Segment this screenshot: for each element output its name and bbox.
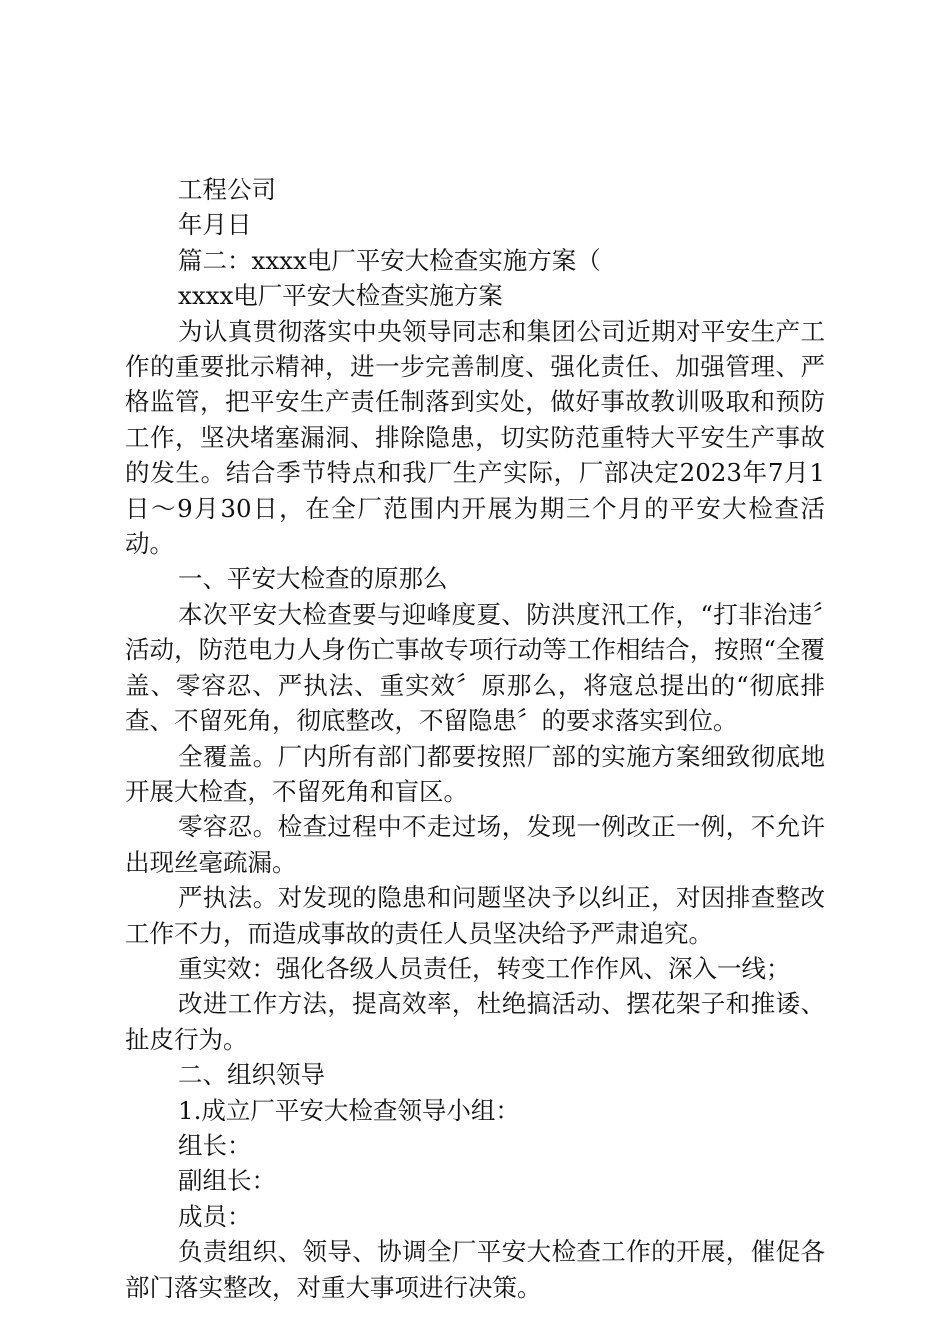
principle-zero-tolerance: 零容忍。检查过程中不走过场，发现一例改正一例，不允许出现丝毫疏漏。 <box>125 812 825 877</box>
principles-paragraph: 本次平安大检查要与迎峰度夏、防洪度汛工作，“打非治违〞活动，防范电力人身伤亡事故专项行动等工作相结合，按照“全覆盖、零容忍、严执法、重实效〞原那么，将寇总提出的“彻底排查、不留死角，彻底整改，不留隐患〞的要求落实到位。 <box>125 599 825 736</box>
role-deputy-leader: 副组长： <box>178 1166 276 1196</box>
section-heading: 篇二：xxxx电厂平安大检查实施方案（ <box>178 245 601 275</box>
item-leading-group: 1.成立厂平安大检查领导小组： <box>178 1095 520 1125</box>
role-leader: 组长： <box>178 1130 252 1160</box>
signature-date: 年月日 <box>178 210 252 240</box>
heading-principles: 一、平安大检查的原那么 <box>178 564 448 594</box>
principle-strict-enforcement: 严执法。对发现的隐患和问题坚决予以纠正，对因排查整改工作不力，而造成事故的责任人员坚决给予严肃追究。 <box>125 883 825 948</box>
responsibility-paragraph: 负责组织、领导、协调全厂平安大检查工作的开展，催促各部门落实整改，对重大事项进行决策。 <box>125 1237 825 1302</box>
heading-organization: 二、组织领导 <box>178 1060 325 1090</box>
principle-methods: 改进工作方法，提高效率，杜绝搞活动、摆花架子和推诿、扯皮行为。 <box>125 989 825 1054</box>
signature-company: 工程公司 <box>178 175 276 204</box>
document-body <box>125 172 825 1305</box>
principle-full-coverage: 全覆盖。厂内所有部门都要按照厂部的实施方案细致彻底地开展大检查，不留死角和盲区。 <box>125 741 825 806</box>
document-title: xxxx电厂平安大检查实施方案 <box>178 281 503 311</box>
role-members: 成员： <box>178 1201 252 1231</box>
intro-paragraph: 为认真贯彻落实中央领导同志和集团公司近期对平安生产工作的重要批示精神，进一步完善制度、强化责任、加强管理、严格监管，把平安生产责任制落到实处，做好事故教训吸取和预防工作，坚决堵塞漏洞、排除隐患，切实防范重特大平安生产事故的发生。结合季节特点和我厂生产实际，厂部决定2023年7月1日～9月30日，在全厂范围内开展为期三个月的平安大检查活动。 <box>125 316 825 559</box>
principle-effectiveness: 重实效：强化各级人员责任，转变工作作风、深入一线； <box>178 953 791 983</box>
